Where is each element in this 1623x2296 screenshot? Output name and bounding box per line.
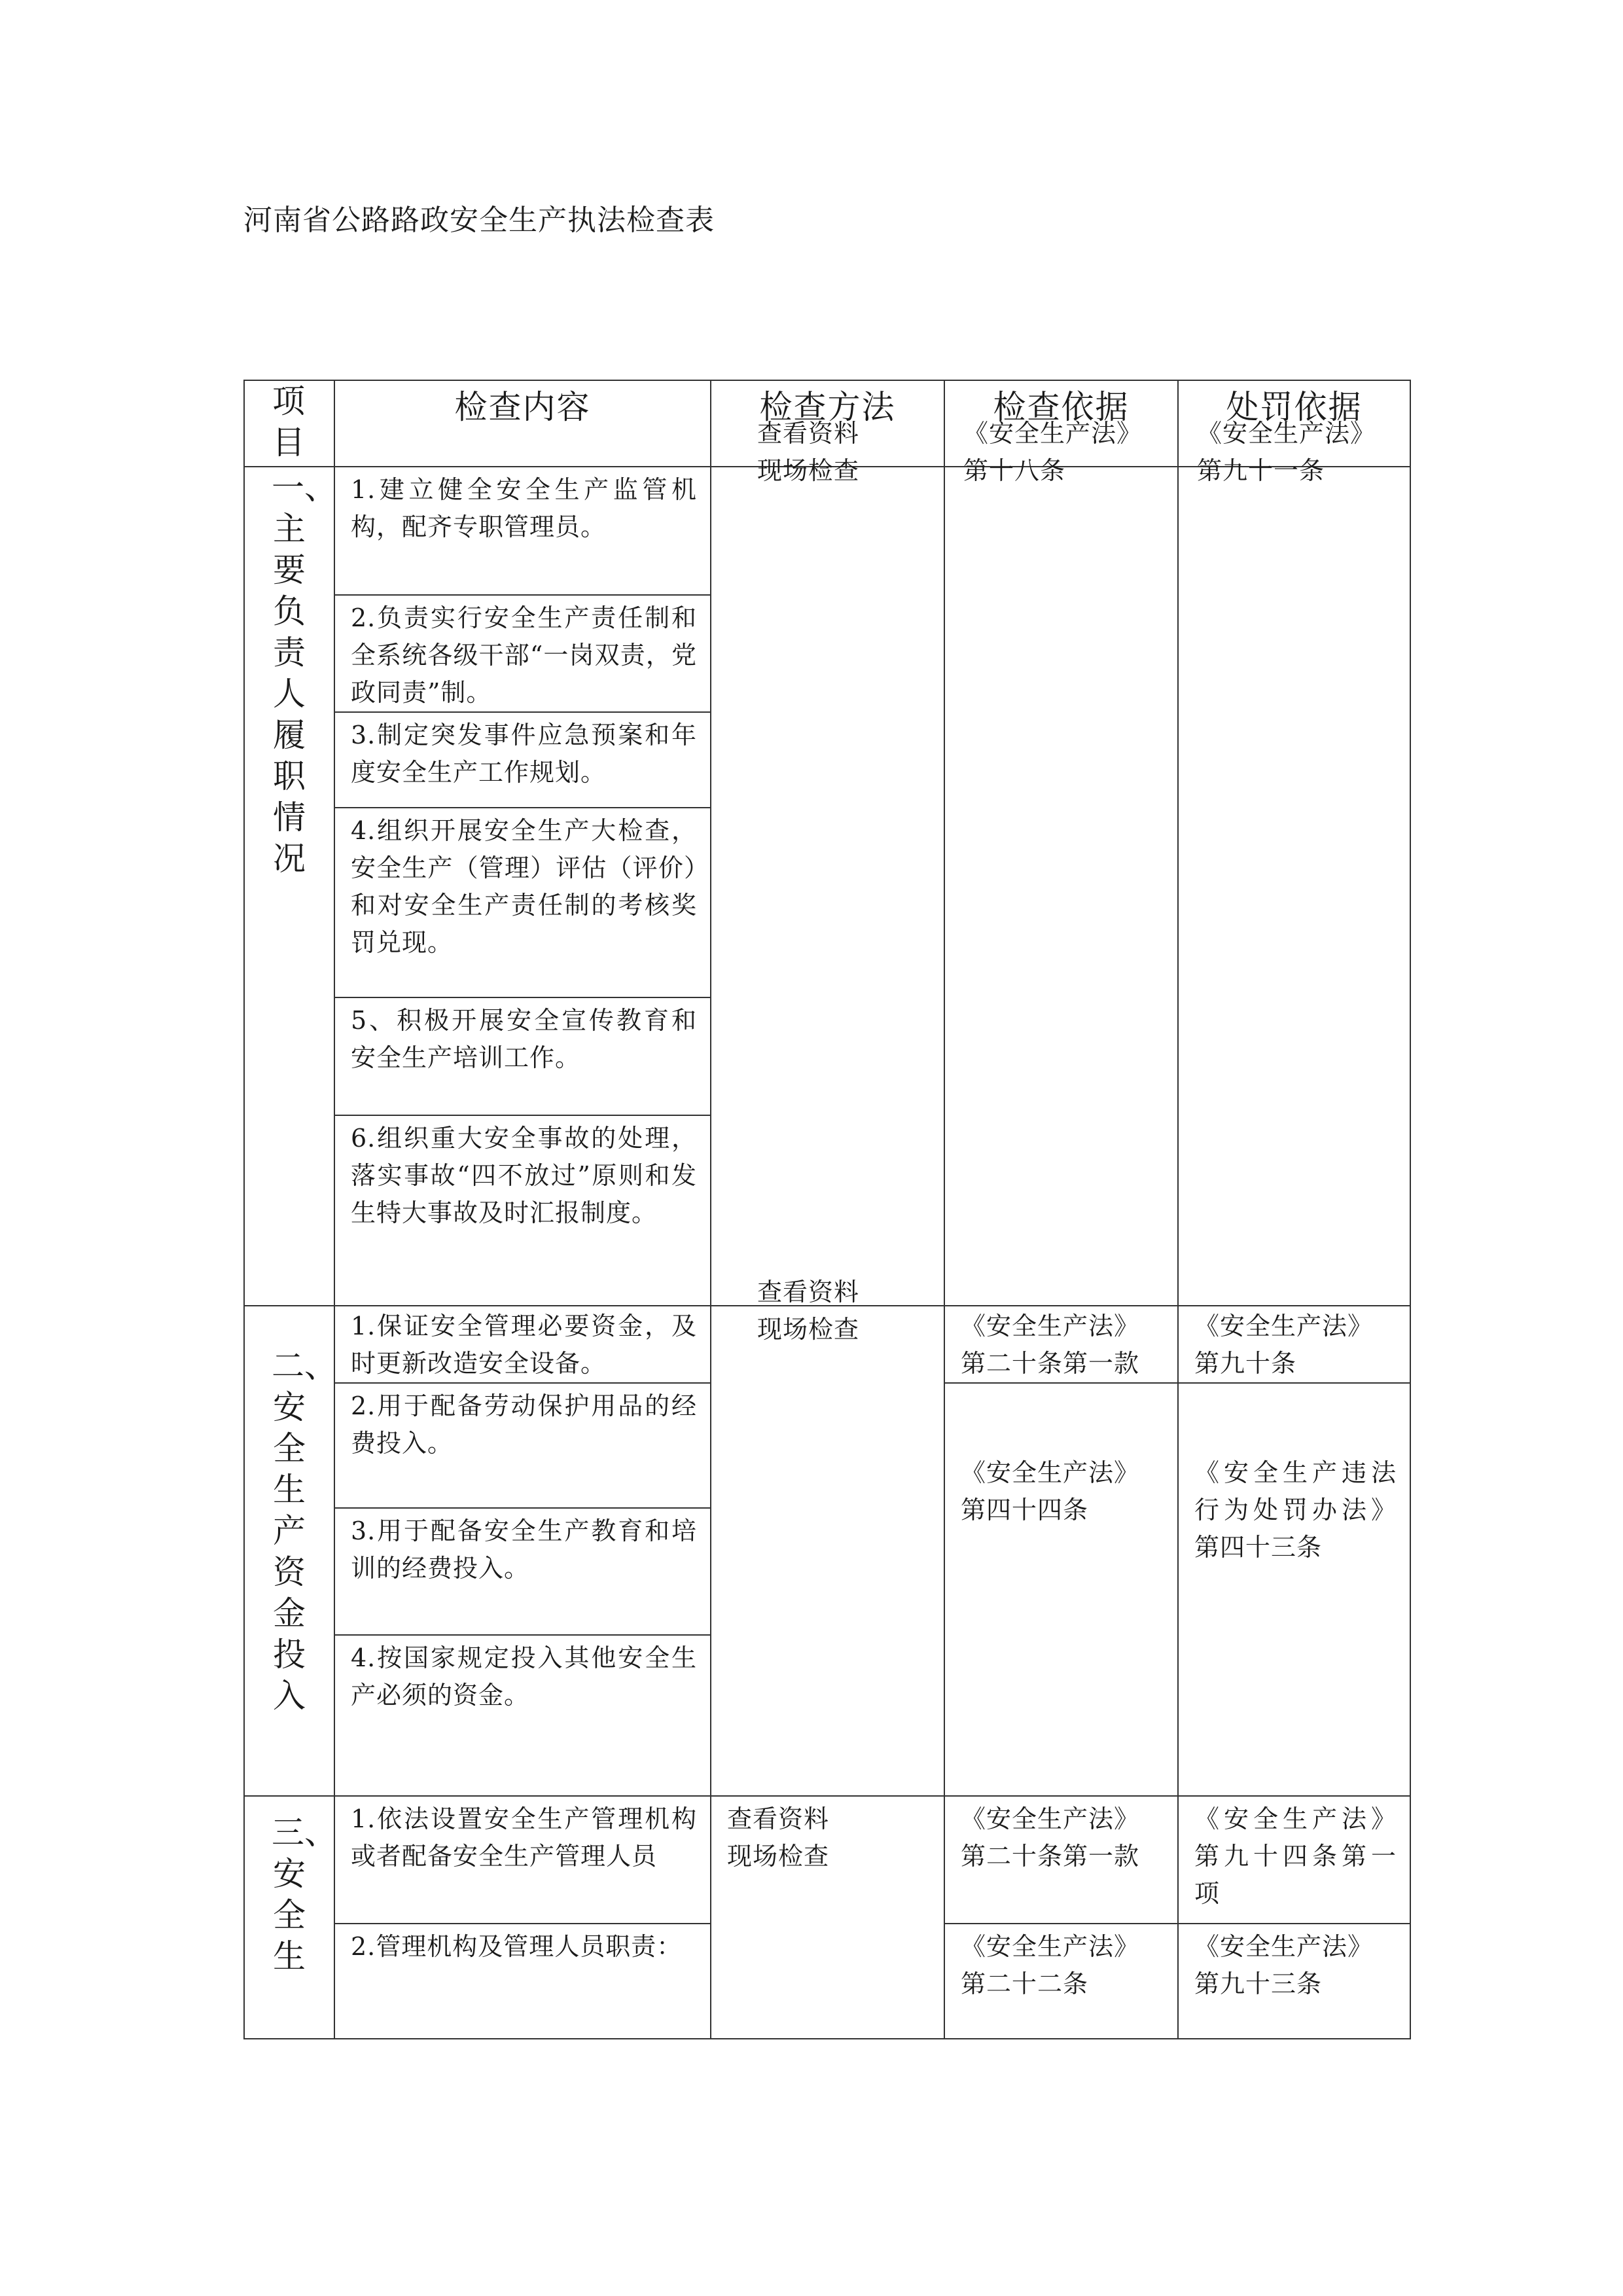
- header-penalty: 处罚依据: [1178, 380, 1410, 467]
- section2-row3: 3.用于配备安全生产教育和培训的经费投入。: [334, 1508, 711, 1635]
- section3-item: 三、安全生: [244, 1796, 334, 2039]
- section1-penalty: 《安全生产法》 第九十一条: [1178, 467, 1410, 1306]
- section3-row2: 2.管理机构及管理人员职责：: [334, 1924, 711, 2039]
- section3-row1: 1.依法设置安全生产管理机构或者配备安全生产管理人员: [334, 1796, 711, 1924]
- section1-method: 查看资料 现场检查: [711, 467, 944, 1306]
- section3-basis-a: 《安全生产法》 第二十条第一款: [944, 1796, 1178, 1924]
- section1-row6: 6.组织重大安全事故的处理，落实事故“四不放过”原则和发生特大事故及时汇报制度。: [334, 1115, 711, 1306]
- header-content: 检查内容: [334, 380, 711, 467]
- section1-row4: 4.组织开展安全生产大检查，安全生产（管理）评估（评价）和对安全生产责任制的考核奖罚兑现。: [334, 808, 711, 997]
- table-row: [244, 1306, 1410, 1383]
- section2-basis-a: 《安全生产法》 第二十条第一款: [944, 1306, 1178, 1383]
- inspection-table: [243, 380, 1411, 2039]
- section1-row5: 5、积极开展安全宣传教育和安全生产培训工作。: [334, 997, 711, 1115]
- table-row: [244, 1796, 1410, 1924]
- section1-item: 一、主要负责人履职情况: [244, 467, 334, 1306]
- section2-penalty-a: 《安全生产法》 第九十条: [1178, 1306, 1410, 1383]
- section1-row2: 2.负责实行安全生产责任制和全系统各级干部“一岗双责，党政同责”制。: [334, 595, 711, 712]
- section3-penalty-b: 《安全生产法》 第九十三条: [1178, 1924, 1410, 2039]
- section1-basis: 《安全生产法》 第十八条: [944, 467, 1178, 1306]
- section3-basis-b: 《安全生产法》 第二十二条: [944, 1924, 1178, 2039]
- section3-penalty-a: 《安全生产法》 第九十四条第一项: [1178, 1796, 1410, 1924]
- section2-row4: 4.按国家规定投入其他安全生产必须的资金。: [334, 1635, 711, 1796]
- header-item: 项目: [244, 380, 334, 467]
- section2-row2: 2.用于配备劳动保护用品的经费投入。: [334, 1383, 711, 1508]
- section1-row1: 1.建立健全安全生产监管机构，配齐专职管理员。: [334, 467, 711, 595]
- header-basis: 检查依据: [944, 380, 1178, 467]
- section2-row1: 1.保证安全管理必要资金，及时更新改造安全设备。: [334, 1306, 711, 1383]
- table-row: [244, 467, 1410, 595]
- section2-basis-b: 《安全生产法》 第四十四条: [944, 1383, 1178, 1796]
- document-title: 河南省公路路政安全生产执法检查表: [243, 204, 715, 237]
- section2-item: 二、安全生产资金投入: [244, 1306, 334, 1796]
- section1-row3: 3.制定突发事件应急预案和年度安全生产工作规划。: [334, 712, 711, 808]
- header-method: 检查方法: [711, 380, 944, 467]
- section3-method: 查看资料 现场检查: [711, 1796, 944, 2039]
- section2-method: 查看资料 现场检查: [711, 1306, 944, 1796]
- section2-penalty-b: 《安全生产违法行为处罚办法》 第四十三条: [1178, 1383, 1410, 1796]
